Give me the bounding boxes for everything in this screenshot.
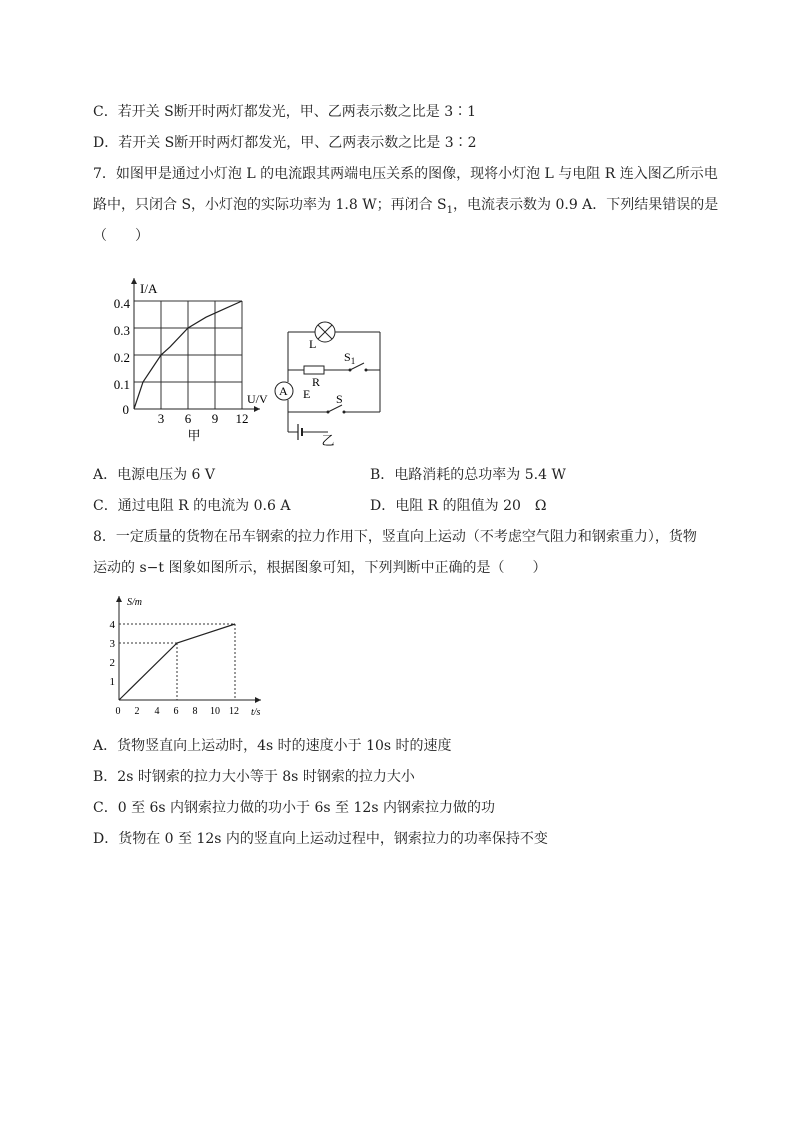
x-tick-label: 12 (229, 706, 239, 717)
q7-stem-line2-a: 路中，只闭合 S，小灯泡的实际功率为 1.8 W；再闭合 S (93, 197, 447, 213)
circuit-caption: 乙 (321, 433, 335, 448)
y-tick-label: 0.3 (113, 323, 130, 338)
q7-option-a: A．电源电压为 6 V (93, 467, 216, 483)
q8-stem-line1: 8．一定质量的货物在吊车钢索的拉力作用下，竖直向上运动（不考虑空气阻力和钢索重力），货物 (93, 529, 697, 545)
x-tick-label: 6 (173, 706, 179, 717)
resistor-icon (304, 366, 324, 374)
x-tick-label: 9 (211, 411, 219, 426)
q7-iv-graph (110, 272, 275, 444)
x-axis-label: U/V (247, 392, 268, 406)
switch-contact (327, 411, 330, 414)
q7-stem-subscript: 1 (446, 204, 454, 216)
q8-stem-line2: 运动的 s−t 图象如图所示，根据图象可知，下列判断中正确的是（ ） (93, 560, 547, 576)
x-tick-label: 8 (192, 706, 198, 717)
y-tick-label: 0.4 (113, 296, 130, 311)
q7-option-d: D．电阻 R 的阻值为 20 Ω (370, 498, 547, 514)
ammeter-label: A (279, 384, 288, 398)
q7-stem-line2 (93, 196, 718, 220)
x-tick-label: 10 (210, 706, 220, 717)
y-axis-label: S/m (127, 597, 142, 608)
y-tick-label: 3 (109, 638, 115, 650)
y-tick-label: 0.2 (113, 350, 130, 365)
source-label: E (303, 387, 311, 401)
y-tick-label: 0.1 (113, 377, 130, 392)
q7-circuit-diagram (268, 320, 388, 450)
switch-s1-label (344, 350, 355, 366)
q7-stem-line2-b: ，电流表示数为 0.9 A．下列结果错误的是 (453, 197, 719, 213)
q7-option-b: B．电路消耗的总功率为 5.4 W (370, 467, 566, 483)
switch-contact (343, 411, 346, 414)
q8-option-c: C．0 至 6s 内钢索拉力做的功小于 6s 至 12s 内钢索拉力做的功 (93, 800, 495, 816)
y-axis-label: I/A (140, 281, 158, 296)
switch-s-label: S (336, 392, 343, 406)
y-tick-label: 4 (109, 619, 115, 631)
q8-st-graph (103, 592, 268, 720)
switch-contact (349, 369, 352, 372)
x-axis-label: t/s (251, 707, 261, 718)
origin-label: 0 (122, 402, 129, 417)
q7-stem-line1: 7．如图甲是通过小灯泡 L 的电流跟其两端电压关系的图像，现将小灯泡 L 与电阻 R 连入图乙所示电 (93, 166, 718, 182)
q7-answer-bracket: （ ） (93, 228, 149, 244)
switch-s-icon (328, 405, 342, 412)
q8-option-b: B．2s 时钢索的拉力大小等于 8s 时钢索的拉力大小 (93, 769, 415, 785)
resistor-label: R (312, 375, 321, 389)
q8-option-a: A．货物竖直向上运动时，4s 时的速度小于 10s 时的速度 (93, 738, 452, 754)
y-tick-label: 2 (109, 657, 115, 669)
switch-s1-letter: S (344, 350, 351, 364)
q8-option-d: D．货物在 0 至 12s 内的竖直向上运动过程中，钢索拉力的功率保持不变 (93, 831, 548, 847)
switch-contact (365, 369, 368, 372)
q6-option-d: D．若开关 S断开时两灯都发光，甲、乙两表示数之比是 3∶2 (93, 135, 477, 151)
lamp-label: L (309, 337, 317, 351)
x-tick-label: 3 (157, 411, 165, 426)
x-tick-label: 12 (235, 411, 249, 426)
graph-caption: 甲 (187, 428, 201, 443)
x-tick-label: 2 (134, 706, 140, 717)
switch-s1-subscript: 1 (350, 356, 356, 366)
y-tick-label: 1 (109, 676, 115, 688)
q6-option-c: C．若开关 S断开时两灯都发光，甲、乙两表示数之比是 3∶1 (93, 104, 477, 120)
x-tick-label: 0 (115, 706, 121, 717)
q7-option-c: C．通过电阻 R 的电流为 0.6 A (93, 498, 291, 514)
x-tick-label: 6 (184, 411, 192, 426)
x-tick-label: 4 (154, 706, 160, 717)
